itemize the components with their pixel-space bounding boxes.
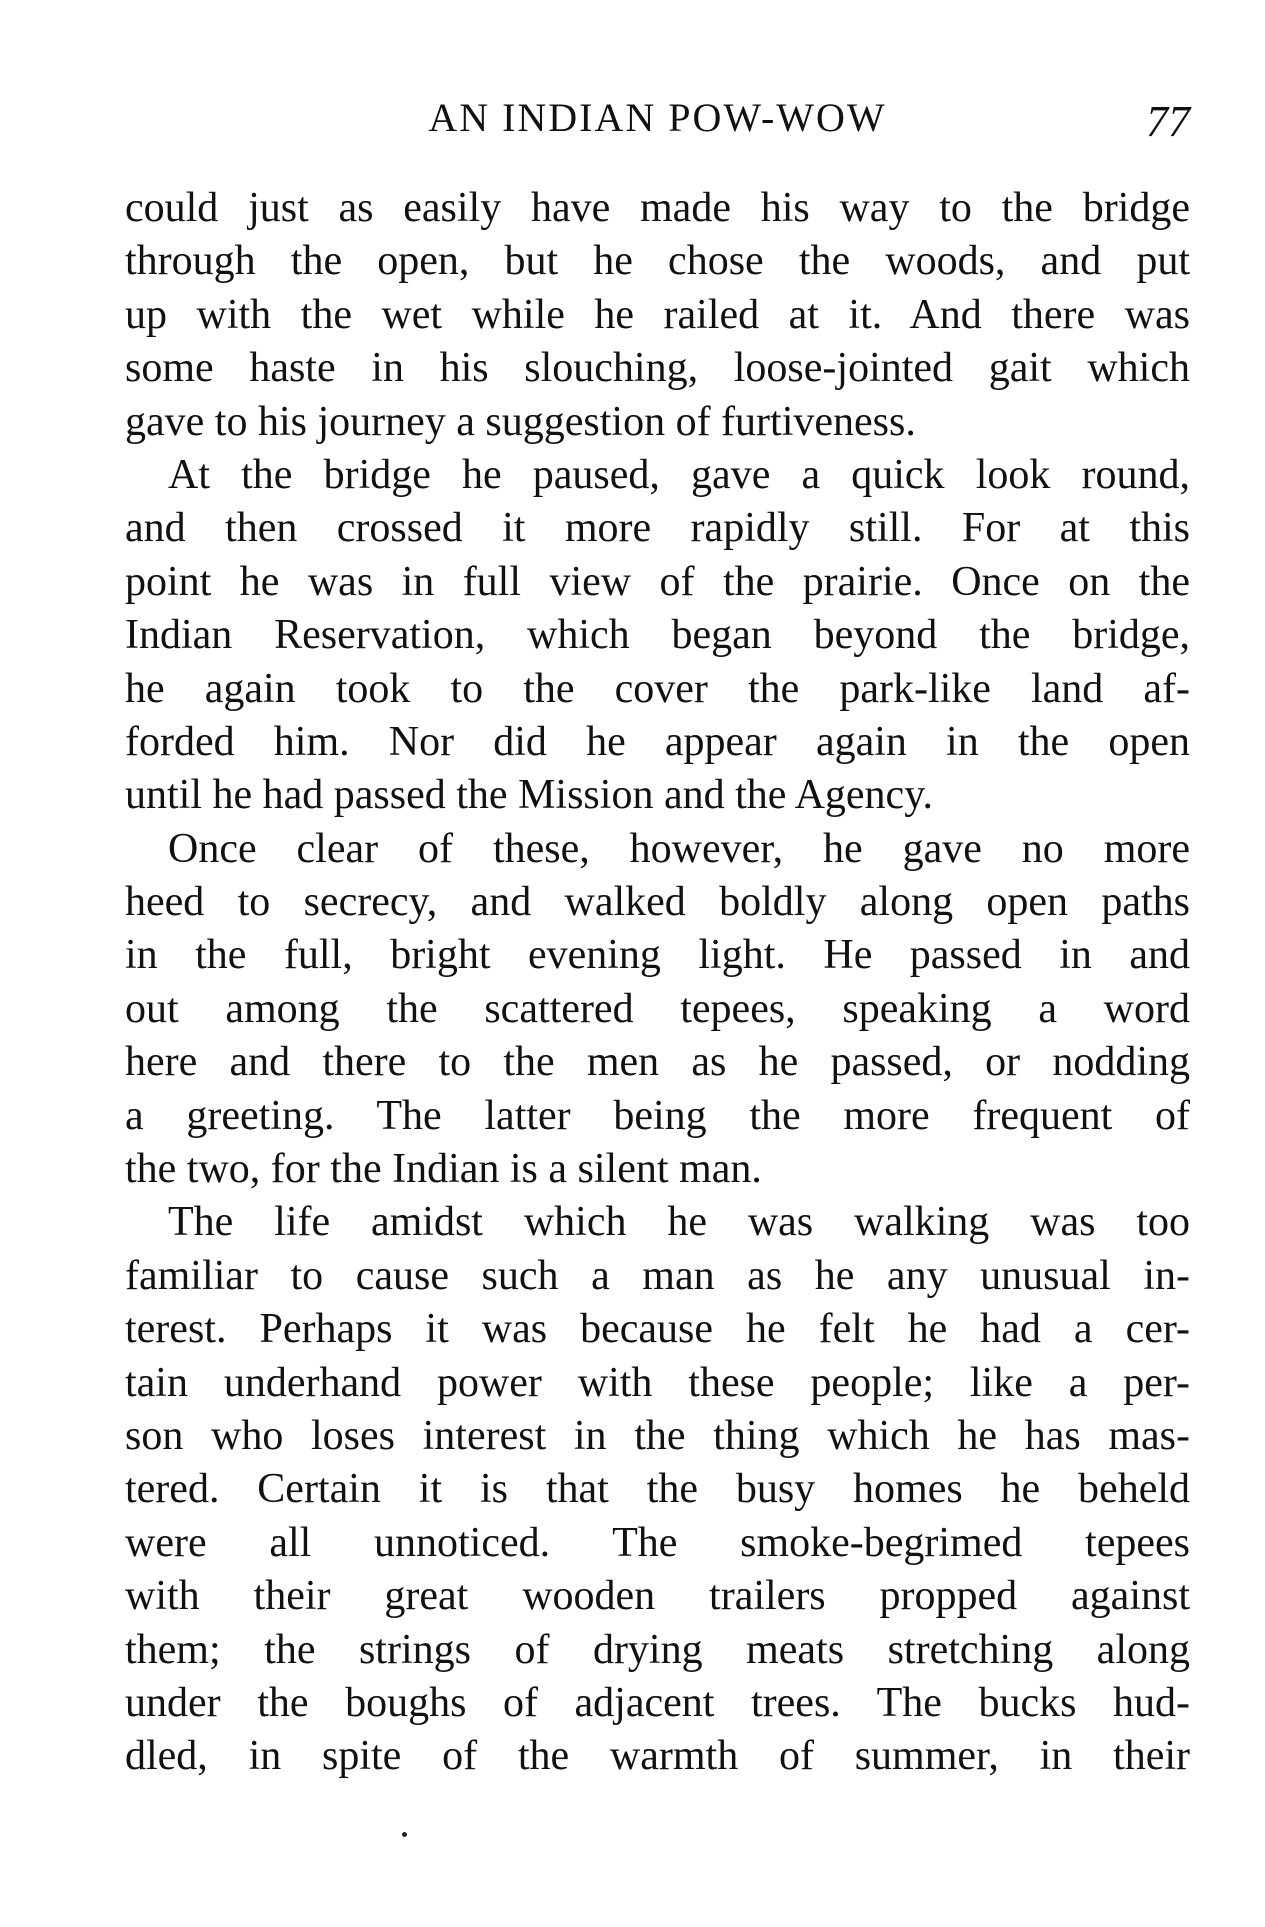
ink-speck [402, 1832, 407, 1837]
text-line: familiar to cause such a man as he any unusual in- [125, 1252, 1190, 1299]
paragraph-3 [125, 823, 1190, 1197]
text-line: Once clear of these, however, he gave no more [168, 825, 1190, 872]
text-line: some haste in his slouching, loose-jointed gait which [125, 345, 1190, 392]
text-line: forded him. Nor did he appear again in the open [125, 718, 1190, 765]
text-line: a greeting. The latter being the more frequent of [125, 1092, 1190, 1139]
text-line: gave to his journey a suggestion of furtiveness. [125, 398, 916, 445]
text-line: the two, for the Indian is a silent man. [125, 1146, 762, 1193]
text-line: with their great wooden trailers propped against [125, 1573, 1190, 1620]
text-line: he again took to the cover the park-like land af- [125, 665, 1190, 712]
paragraph-4 [125, 1196, 1190, 1783]
text-line: heed to secrecy, and walked boldly along open paths [125, 879, 1190, 926]
text-line: them; the strings of drying meats stretching along [125, 1626, 1190, 1673]
text-line: The life amidst which he was walking was too [168, 1199, 1190, 1246]
text-line: here and there to the men as he passed, or nodding [125, 1039, 1190, 1086]
text-line: through the open, but he chose the woods, and put [125, 238, 1190, 285]
text-line: could just as easily have made his way to the bridge [125, 185, 1190, 231]
paragraph-1 [125, 182, 1190, 449]
text-line: in the full, bright evening light. He passed in and [125, 932, 1190, 979]
text-line: At the bridge he paused, gave a quick look round, [168, 451, 1190, 498]
page-number: 77 [1146, 97, 1190, 146]
text-line: tain underhand power with these people; like a per- [125, 1359, 1190, 1406]
text-line: dled, in spite of the warmth of summer, in their [125, 1733, 1190, 1780]
text-line: tered. Certain it is that the busy homes he beheld [125, 1466, 1190, 1513]
body-text [125, 182, 1190, 1784]
running-head [125, 88, 1190, 148]
text-line: out among the scattered tepees, speaking a word [125, 985, 1190, 1032]
text-line: point he was in full view of the prairie. Once on the [125, 558, 1190, 605]
paragraph-2 [125, 449, 1190, 823]
text-line: Indian Reservation, which began beyond the bridge, [125, 612, 1190, 659]
text-line: and then crossed it more rapidly still. For at this [125, 505, 1190, 552]
text-line: up with the wet while he railed at it. And there was [125, 291, 1190, 338]
text-line: son who loses interest in the thing which he has mas- [125, 1412, 1190, 1459]
text-line: terest. Perhaps it was because he felt he had a cer- [125, 1306, 1190, 1353]
text-line: until he had passed the Mission and the Agency. [125, 772, 933, 819]
text-line: under the boughs of adjacent trees. The bucks hud- [125, 1679, 1190, 1726]
text-line: were all unnoticed. The smoke-begrimed tepees [125, 1519, 1190, 1566]
running-title: AN INDIAN POW-WOW [428, 95, 887, 140]
